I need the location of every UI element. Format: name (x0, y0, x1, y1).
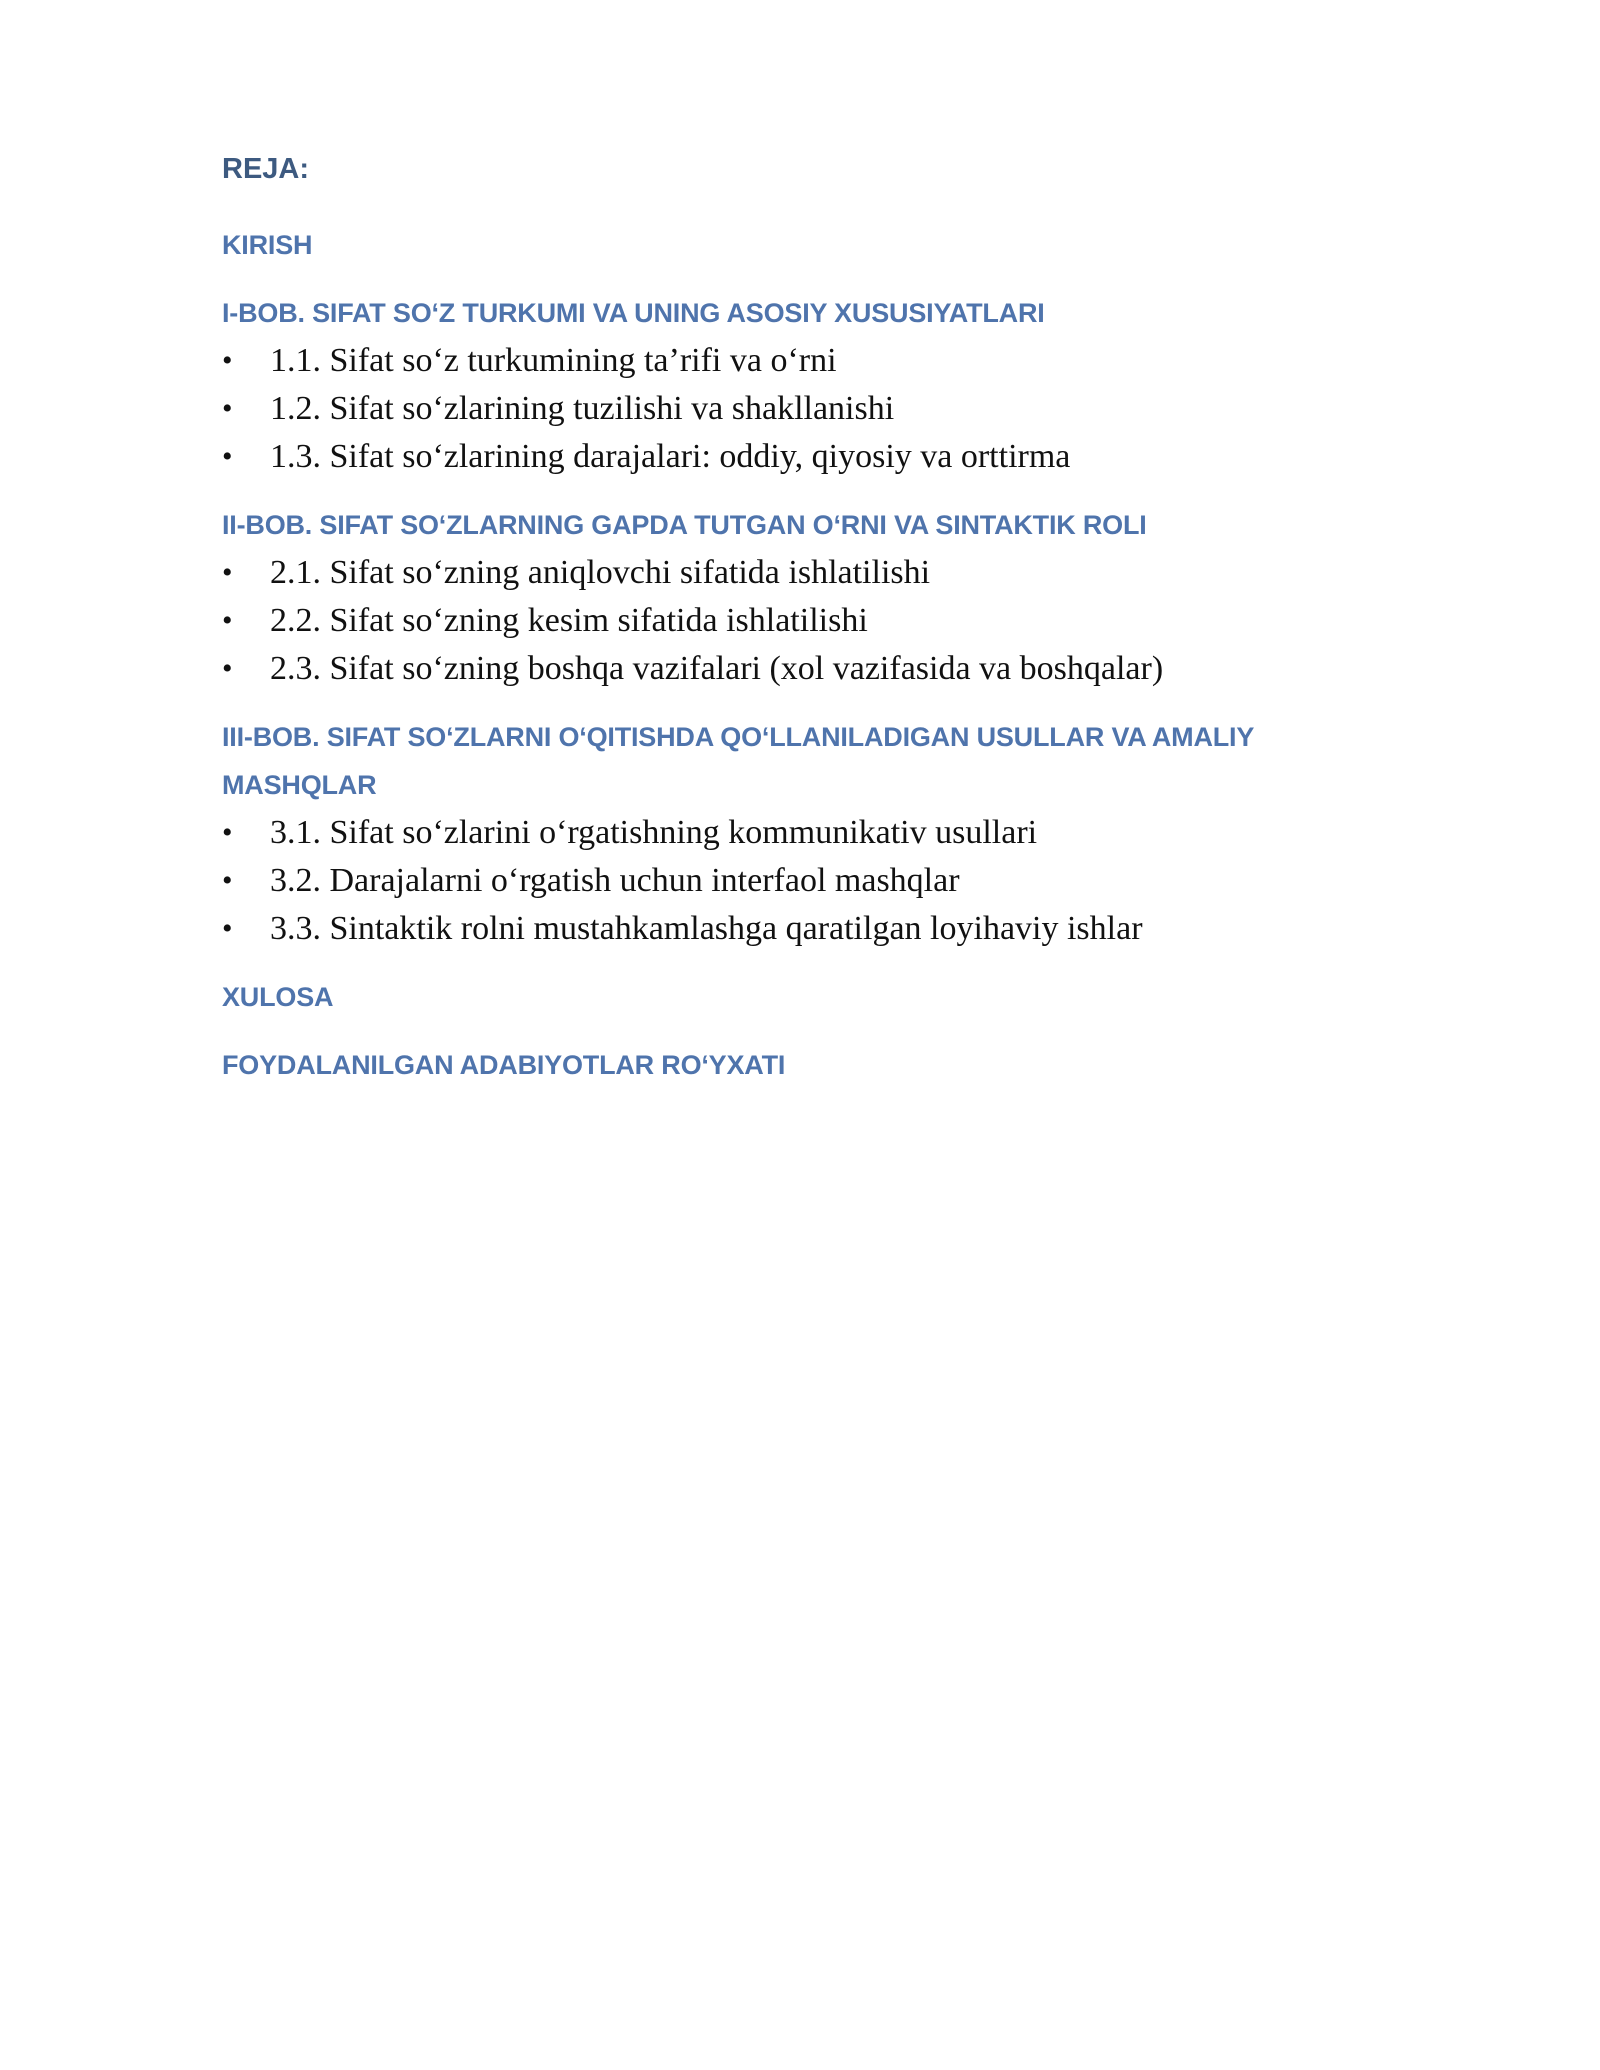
list-item-text: 2.1. Sifat so‘zning aniqlovchi sifatida ishlatilishi (270, 553, 931, 591)
bullet-icon: • (222, 911, 233, 945)
list-item (222, 857, 1382, 905)
bullet-icon: • (222, 439, 233, 473)
list-item-text: 2.3. Sifat so‘zning boshqa vazifalari (xol vazifasida va boshqalar) (270, 649, 1164, 687)
chapter-2-heading: II-BOB. SIFAT SO‘ZLARNING GAPDA TUTGAN O‘RNI VA SINTAKTIK ROLI (222, 509, 1147, 540)
list-item-text: 3.3. Sintaktik rolni mustahkamlashga qaratilgan loyihaviy ishlar (270, 909, 1143, 947)
bullet-icon: • (222, 815, 233, 849)
chapter-3-list (222, 809, 1382, 953)
bullet-icon: • (222, 603, 233, 637)
list-item (222, 385, 1382, 433)
list-item (222, 597, 1382, 645)
bullet-icon: • (222, 555, 233, 589)
list-item-text: 1.3. Sifat so‘zlarining darajalari: oddiy, qiyosiy va orttirma (270, 437, 1071, 475)
list-item (222, 645, 1382, 693)
chapter-3-heading: III-BOB. SIFAT SO‘ZLARNI O‘QITISHDA QO‘LLANILADIGAN USULLAR VA AMALIY MASHQLAR (222, 721, 1254, 800)
heading-xulosa: XULOSA (222, 981, 334, 1012)
list-item (222, 549, 1382, 597)
list-item-text: 2.2. Sifat so‘zning kesim sifatida ishlatilishi (270, 601, 868, 639)
bullet-icon: • (222, 343, 233, 377)
list-item (222, 433, 1382, 481)
bullet-icon: • (222, 391, 233, 425)
bullet-icon: • (222, 863, 233, 897)
page-title: REJA: (222, 153, 310, 185)
list-item-text: 3.1. Sifat so‘zlarini o‘rgatishning kommunikativ usullari (270, 813, 1038, 851)
bullet-icon: • (222, 651, 233, 685)
chapter-2 (222, 501, 1382, 693)
chapter-1 (222, 289, 1382, 481)
list-item (222, 809, 1382, 857)
heading-kirish: KIRISH (222, 229, 313, 260)
list-item (222, 905, 1382, 953)
heading-references: FOYDALANILGAN ADABIYOTLAR RO‘YXATI (222, 1049, 786, 1080)
list-item-text: 1.2. Sifat so‘zlarining tuzilishi va shakllanishi (270, 389, 895, 427)
chapter-1-list (222, 337, 1382, 481)
chapter-3 (222, 713, 1382, 953)
chapter-2-list (222, 549, 1382, 693)
list-item-text: 1.1. Sifat so‘z turkumining ta’rifi va o‘rni (270, 341, 837, 379)
list-item-text: 3.2. Darajalarni o‘rgatish uchun interfaol mashqlar (270, 861, 960, 899)
document-page (222, 140, 1382, 1089)
chapter-1-heading: I-BOB. SIFAT SO‘Z TURKUMI VA UNING ASOSIY XUSUSIYATLARI (222, 297, 1045, 328)
list-item (222, 337, 1382, 385)
